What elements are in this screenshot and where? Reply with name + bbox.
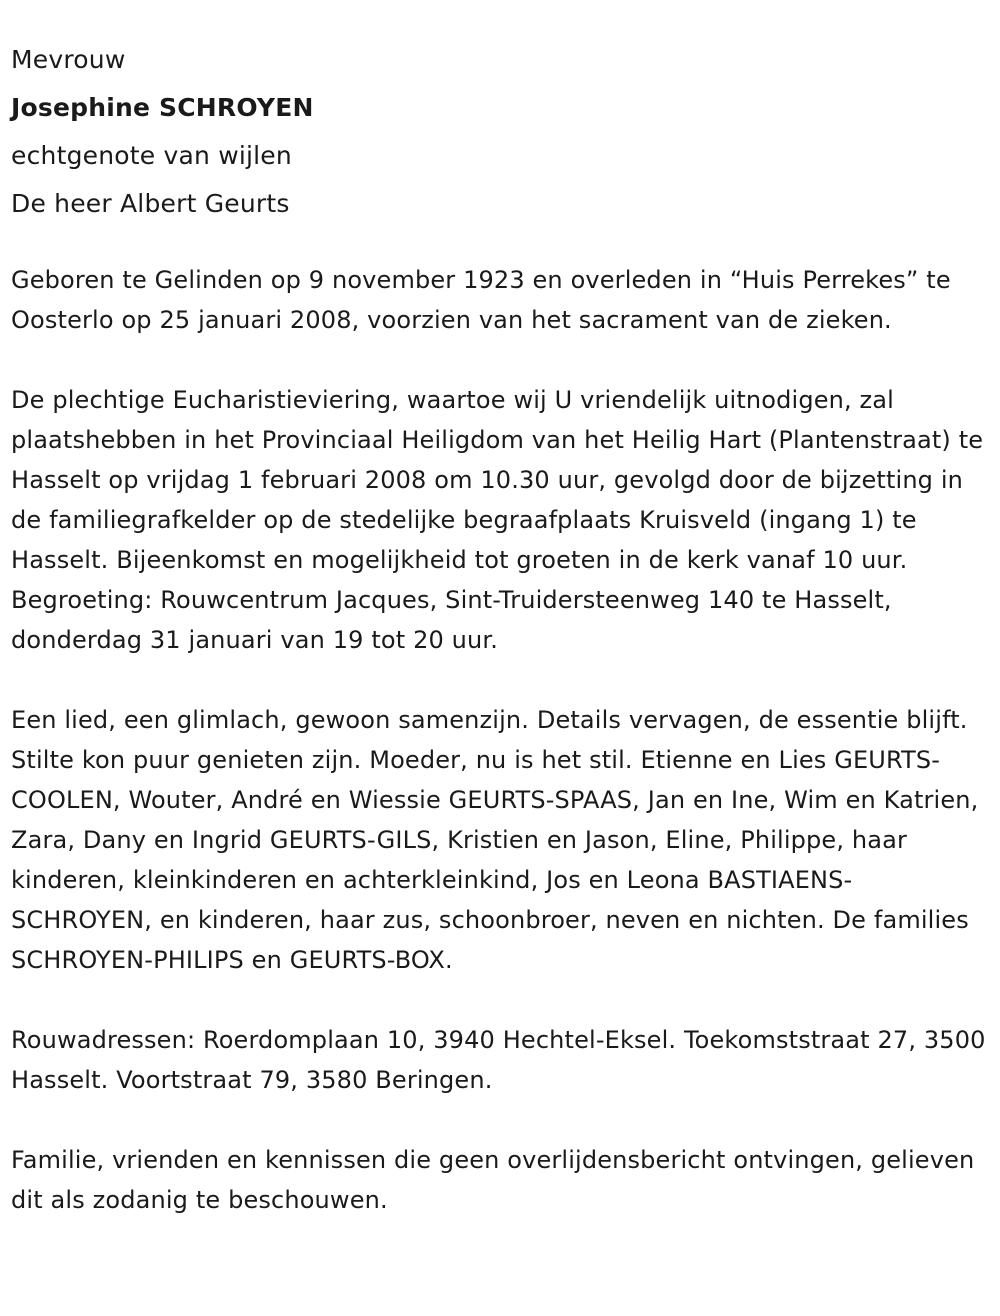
closing-paragraph: Familie, vrienden en kennissen die geen overlijdensbericht ontvingen, gelieven dit als zodanig te beschouwen. bbox=[11, 1146, 975, 1214]
family-paragraph: Een lied, een glimlach, gewoon samenzijn. Details vervagen, de essentie blijft. Stilte kon puur genieten zijn. Moeder, nu is het stil. Etienne en Lies GEURTS-COOLEN, Wouter, André en Wiessie GEURTS-SPAAS, Jan en Ine, Wim en Katrien, Zara, Dany en Ingrid GEURTS-GILS, Kristien en Jason, Eline, Philippe, haar kinderen, kleinkinderen en achterkleinkind, Jos en Leona BASTIAENS-SCHROYEN, en kinderen, haar zus, schoonbroer, neven en nichten. De families SCHROYEN-PHILIPS en GEURTS-BOX. bbox=[11, 706, 979, 974]
deceased-name: Josephine SCHROYEN bbox=[11, 93, 314, 122]
death-notice bbox=[11, 36, 991, 1220]
relation-text: echtgenote van wijlen bbox=[11, 141, 292, 170]
birth-death-paragraph: Geboren te Gelinden op 9 november 1923 en overleden in “Huis Perrekes” te Oosterlo op 25 januari 2008, voorzien van het sacrament van de zieken. bbox=[11, 266, 951, 334]
ceremony-paragraph: De plechtige Eucharistieviering, waartoe wij U vriendelijk uitnodigen, zal plaatshebben in het Provinciaal Heiligdom van het Heilig Hart (Plantenstraat) te Hasselt op vrijdag 1 februari 2008 om 10.30 uur, gevolgd door de bijzetting in de familiegrafkelder op de stedelijke begraafplaats Kruisveld (ingang 1) te Hasselt. Bijeenkomst en mogelijkheid tot groeten in de kerk vanaf 10 uur. Begroeting: Rouwcentrum Jacques, Sint-Truidersteenweg 140 te Hasselt, donderdag 31 januari van 19 tot 20 uur. bbox=[11, 386, 984, 654]
salutation: Mevrouw bbox=[11, 45, 126, 74]
spouse-name: De heer Albert Geurts bbox=[11, 189, 290, 218]
notice-header bbox=[11, 36, 991, 228]
addresses-paragraph: Rouwadressen: Roerdomplaan 10, 3940 Hechtel-Eksel. Toekomststraat 27, 3500 Hasselt. Voortstraat 79, 3580 Beringen. bbox=[11, 1026, 986, 1094]
